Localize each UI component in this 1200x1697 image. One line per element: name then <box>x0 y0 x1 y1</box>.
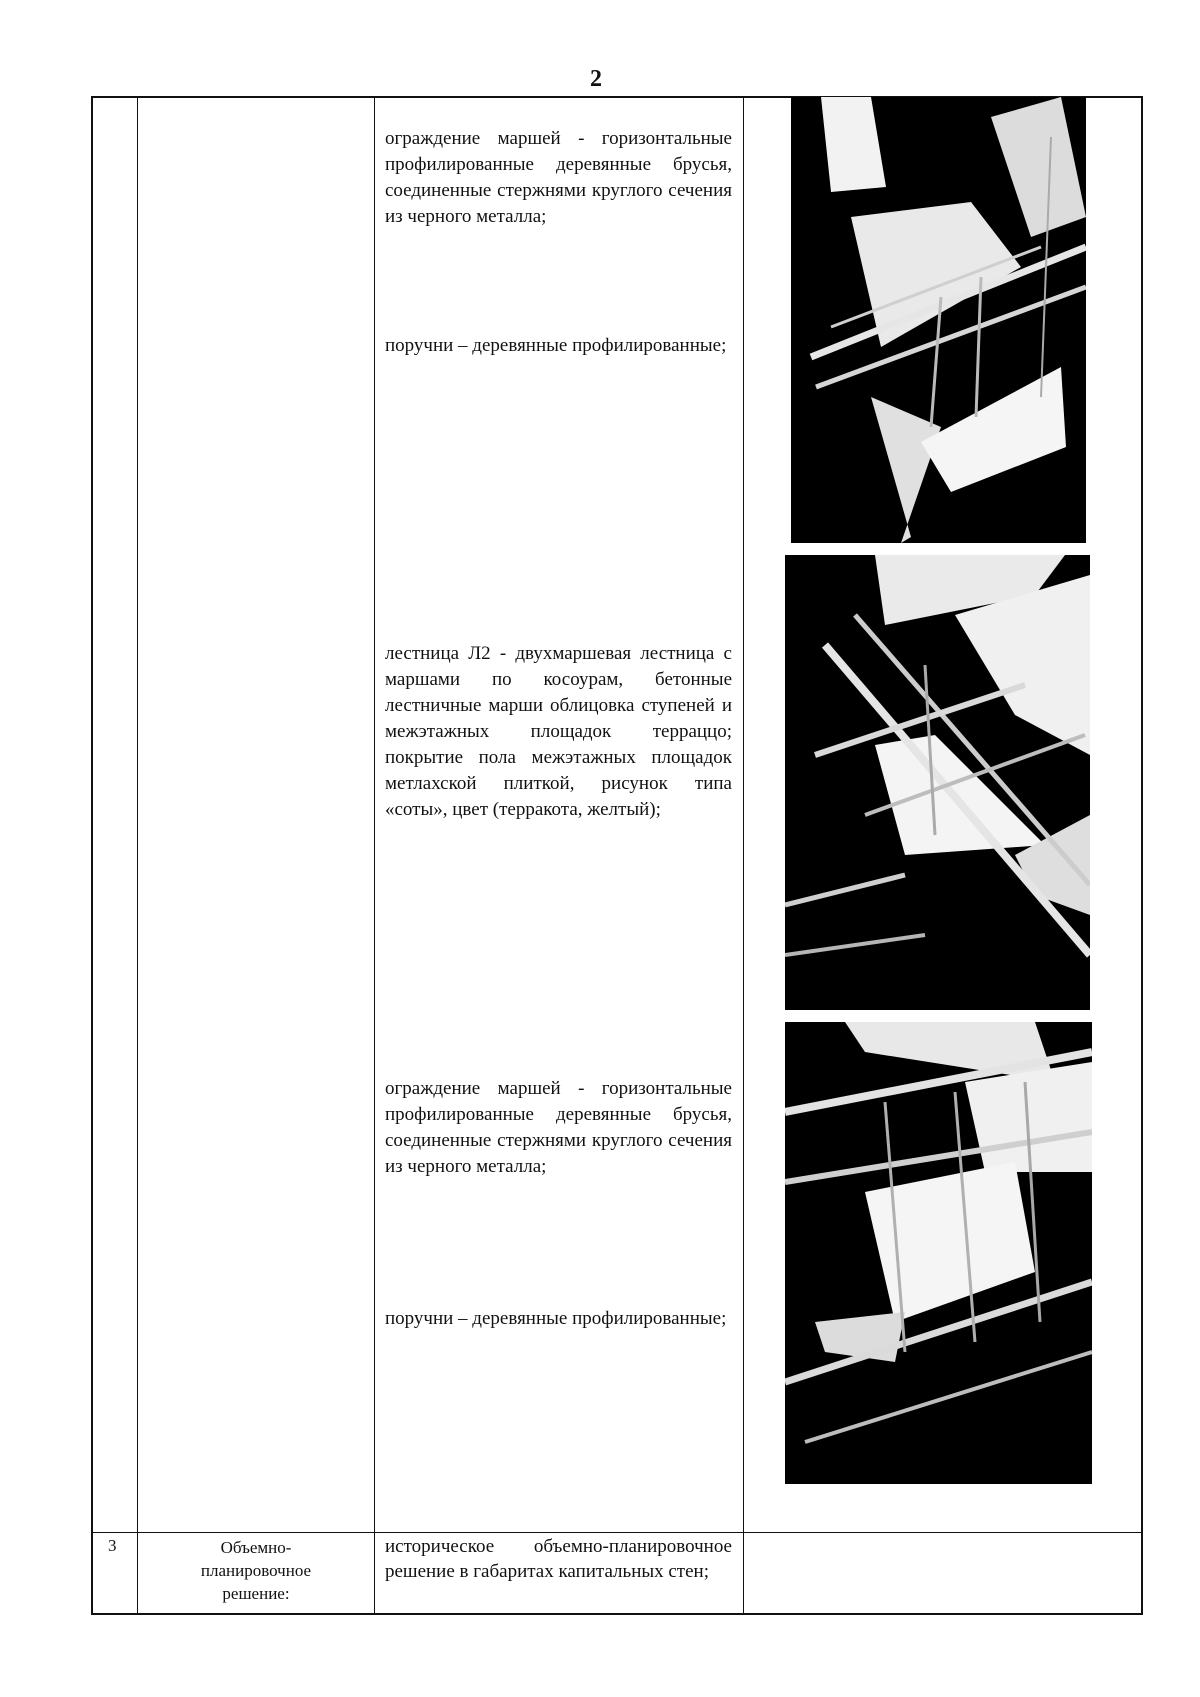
staircase-photo-1 <box>791 97 1086 543</box>
table-column-divider-1 <box>137 96 138 1615</box>
table-row-divider <box>91 1532 1143 1533</box>
staircase-photo-2 <box>785 555 1090 1010</box>
table-column-divider-2 <box>374 96 375 1615</box>
table-border-right <box>1141 96 1143 1615</box>
description-handrails-2: поручни – деревянные профилированные; <box>385 1308 727 1329</box>
row-number-3: 3 <box>108 1536 117 1555</box>
description-volume-planning: историческое объемно-планировочное решение в габаритах капитальных стен; <box>385 1536 732 1582</box>
table-column-divider-3 <box>743 96 744 1615</box>
staircase-photo-3 <box>785 1022 1092 1484</box>
row-name-3-line-2: планировочное <box>200 1561 312 1580</box>
description-railing-2: ограждение маршей - горизонтальные профилированные деревянные брусья, соединенные стержнями круглого сечения из черного металла; <box>385 1078 732 1177</box>
description-staircase-l2: лестница Л2 - двухмаршевая лестница с маршами по косоурам, бетонные лестничные марши облицовка ступеней и межэтажных площадок терраццо; покрытие пола межэтажных площадок метлахской плиткой, рисунок типа «соты», цвет (терракота, желтый); <box>385 643 732 820</box>
description-railing-1: ограждение маршей - горизонтальные профилированные деревянные брусья, соединенные стержнями круглого сечения из черного металла; <box>385 128 732 227</box>
page-number: 2 <box>590 66 602 92</box>
description-handrails-1: поручни – деревянные профилированные; <box>385 335 727 356</box>
table-border-bottom <box>91 1613 1143 1615</box>
row-name-3 <box>140 1536 372 1605</box>
row-name-3-line-3: решение: <box>222 1584 290 1603</box>
table-border-left <box>91 96 93 1615</box>
row-name-3-line-1: Объемно- <box>220 1538 292 1557</box>
